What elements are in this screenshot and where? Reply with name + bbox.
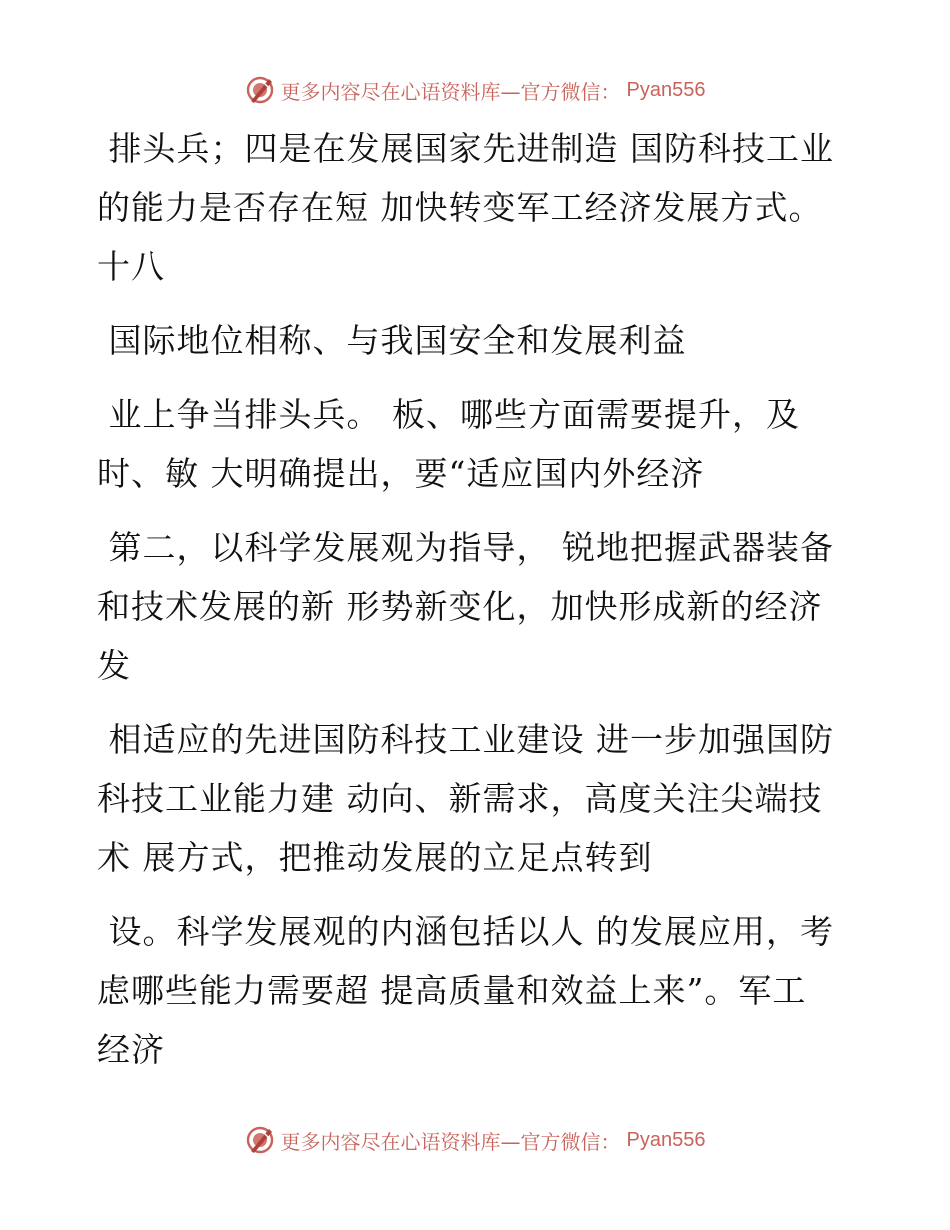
paragraph: [97, 320, 857, 361]
quill-seal-icon: [245, 1125, 275, 1155]
text-line: 发: [97, 646, 131, 685]
paragraph: [97, 719, 857, 878]
header-watermark: [0, 70, 950, 110]
text-line: 十八: [97, 247, 165, 286]
paragraph: [97, 911, 857, 1070]
document-body: [97, 128, 857, 1103]
watermark-text: 更多内容尽在心语资料库—官方微信：: [280, 1129, 621, 1154]
text-line: 经济: [97, 1030, 165, 1069]
text-line: 术 展方式，把推动发展的立足点转到: [97, 838, 653, 877]
footer-watermark: [0, 1120, 950, 1160]
text-line: 排头兵；四是在发展国家先进制造 国防科技工业: [97, 129, 834, 168]
watermark-id: Pyan556: [626, 78, 706, 101]
text-line: 虑哪些能力需要超 提高质量和效益上来”。军工: [97, 971, 807, 1010]
quill-seal-icon: [245, 75, 275, 105]
paragraph: [97, 128, 857, 287]
watermark-id: Pyan556: [626, 1128, 706, 1151]
paragraph: [97, 394, 857, 494]
text-line: 时、敏 大明确提出，要“适应国内外经济: [97, 454, 705, 493]
text-line: 国际地位相称、与我国安全和发展利益: [97, 321, 687, 360]
text-line: 第二，以科学发展观为指导， 锐地把握武器装备: [97, 528, 834, 567]
paragraph: [97, 527, 857, 686]
text-line: 和技术发展的新 形势新变化，加快形成新的经济: [97, 587, 823, 626]
text-line: 相适应的先进国防科技工业建设 进一步加强国防: [97, 720, 834, 759]
watermark-text: 更多内容尽在心语资料库—官方微信：: [280, 79, 621, 104]
text-line: 业上争当排头兵。 板、哪些方面需要提升，及: [97, 395, 800, 434]
text-line: 设。科学发展观的内涵包括以人 的发展应用，考: [97, 912, 834, 951]
text-line: 科技工业能力建 动向、新需求，高度关注尖端技: [97, 779, 823, 818]
text-line: 的能力是否存在短 加快转变军工经济发展方式。: [97, 188, 823, 227]
